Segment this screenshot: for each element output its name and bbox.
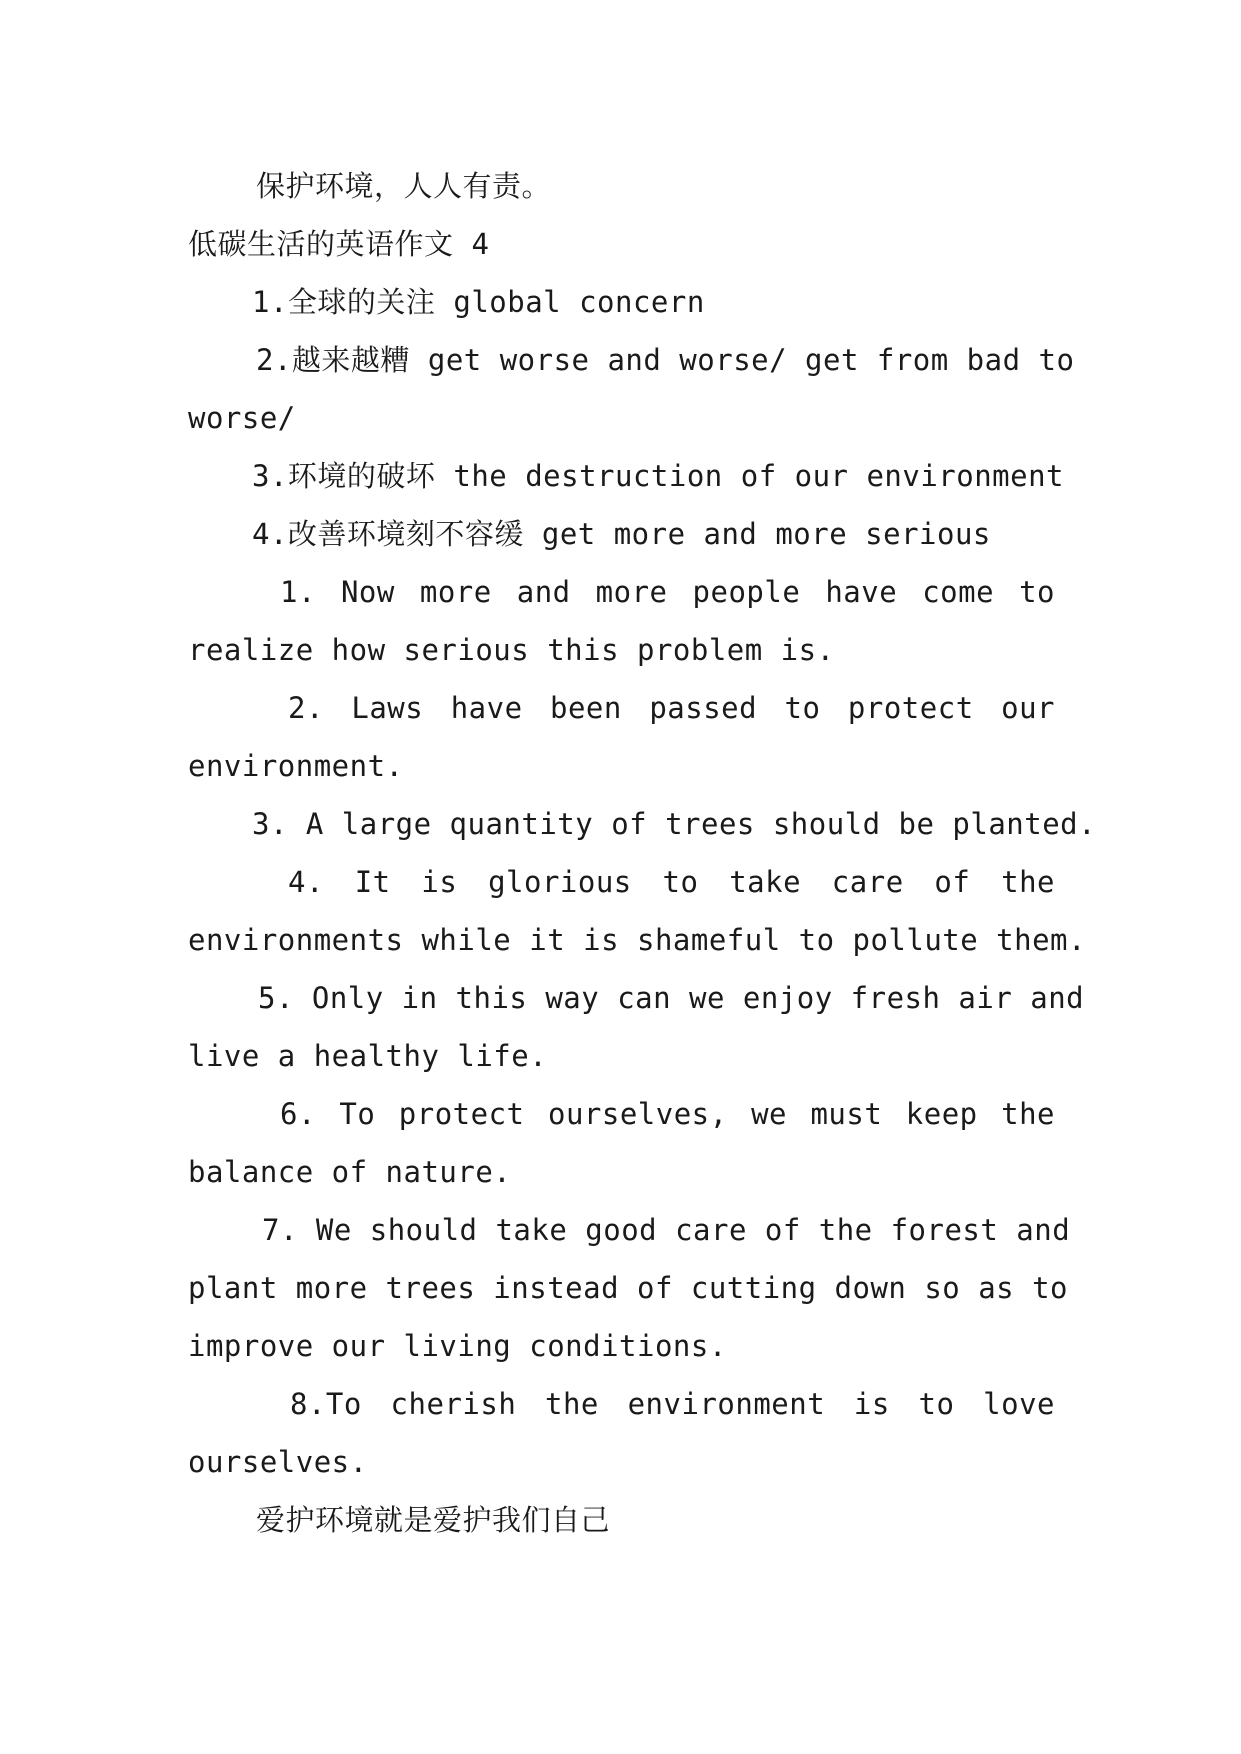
sentence-4: 4. It is glorious to take care of the: [288, 865, 1055, 899]
sentence-8-continued: ourselves.: [188, 1445, 368, 1479]
closing-slogan-line: 保护环境，人人有责。: [256, 169, 552, 203]
closing-chinese-line: 爱护环境就是爱护我们自己: [256, 1503, 611, 1537]
sentence-7-continued: plant more trees instead of cutting down so as to: [188, 1271, 1069, 1305]
phrase-item-1: 1.全球的关注 global concern: [252, 285, 705, 319]
sentence-7-end: improve our living conditions.: [188, 1329, 727, 1363]
sentence-1-continued: realize how serious this problem is.: [188, 633, 835, 667]
phrase-item-2: 2.越来越糟 get worse and worse/ get from bad to: [256, 343, 1075, 377]
document-body: [188, 157, 1097, 1549]
sentence-7: 7. We should take good care of the forest and: [262, 1213, 1071, 1247]
phrase-item-4: 4.改善环境刻不容缓 get more and more serious: [252, 517, 991, 551]
sentence-8: 8.To cherish the environment is to love: [290, 1387, 1055, 1421]
essay-title: 低碳生活的英语作文 4: [188, 227, 490, 261]
sentence-1: 1. Now more and more people have come to: [280, 575, 1055, 609]
sentence-3: 3. A large quantity of trees should be planted.: [252, 807, 1097, 841]
sentence-5: 5. Only in this way can we enjoy fresh air and: [258, 981, 1085, 1015]
sentence-6-continued: balance of nature.: [188, 1155, 512, 1189]
sentence-2-continued: environment.: [188, 749, 404, 783]
sentence-4-continued: environments while it is shameful to pollute them.: [188, 923, 1086, 957]
phrase-item-2-continued: worse/: [188, 401, 296, 435]
sentence-2: 2. Laws have been passed to protect our: [288, 691, 1055, 725]
sentence-5-continued: live a healthy life.: [188, 1039, 548, 1073]
sentence-6: 6. To protect ourselves, we must keep the: [280, 1097, 1055, 1131]
phrase-item-3: 3.环境的破坏 the destruction of our environment: [252, 459, 1065, 493]
